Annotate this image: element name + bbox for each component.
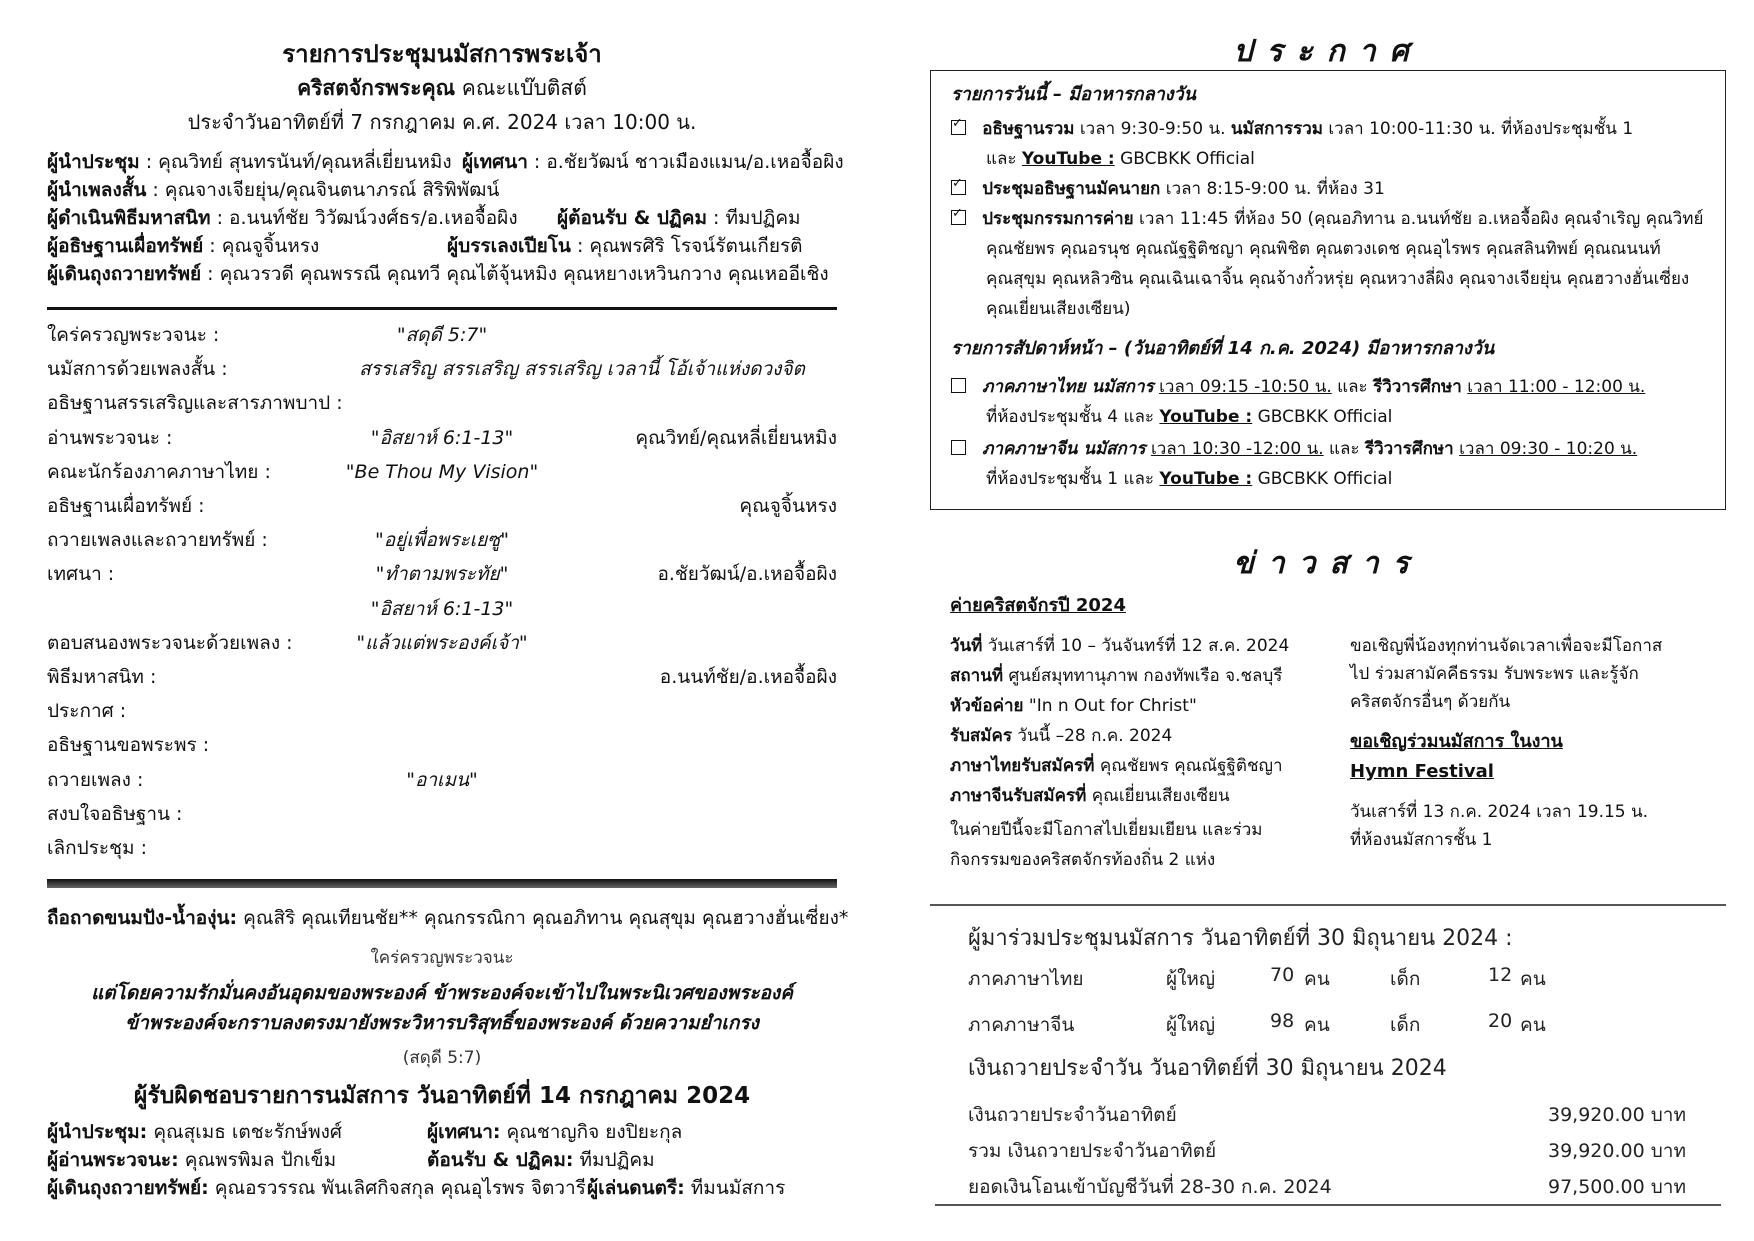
verse-reference: (สดุดี 5:7) xyxy=(402,1048,482,1068)
staff-name: : อ.นนท์ชัย วิวัฒน์วงศ์ธร/อ.เหอจื้อผิง xyxy=(210,207,518,229)
order-label: นมัสการด้วยเพลงสั้น : xyxy=(47,358,228,381)
today-item-3-line-2: คุณชัยพร คุณอรนุช คุณณัฐฐิติชญา คุณพิชิต คุณตวงเดช คุณอุไรพร คุณสลินทิพย์ คุณณนนท์ xyxy=(986,239,1661,259)
staff-row xyxy=(47,260,847,288)
camp-key: หัวข้อค่าย xyxy=(950,696,1024,716)
today-item-3-detail: เวลา 11:45 ที่ห้อง 50 (คุณอภิทาน อ.นนท์ชัย อ.เหอจื้อผิง คุณจำเริญ คุณวิทย์ xyxy=(1133,209,1704,229)
staff-second xyxy=(587,1174,785,1202)
staff-name: : คุณจูจิ้นหรง xyxy=(203,235,320,257)
staff-row xyxy=(47,148,847,176)
staff-name: คุณสุเมธ เตชะรักษ์พงศ์ xyxy=(147,1121,342,1143)
attendance-unit2: คน xyxy=(1520,1014,1546,1036)
checkbox-checked-icon xyxy=(951,180,966,195)
staff-second xyxy=(557,204,801,232)
next-item-1-time-2: เวลา 11:00 - 12:00 น. xyxy=(1467,377,1646,397)
today-item-1-time: เวลา 9:30-9:50 น. xyxy=(1074,119,1231,139)
snack-servers xyxy=(47,904,848,932)
staff-name: คุณพรพิมล ปักเข็ม xyxy=(178,1149,337,1171)
next-item-2-label: ภาคภาษาจีน นมัสการ xyxy=(982,439,1146,459)
hymn-title-2: Hymn Festival xyxy=(1350,761,1494,782)
order-item xyxy=(47,662,837,692)
order-item xyxy=(47,354,837,384)
attendance-dept: ภาคภาษาไทย xyxy=(968,968,1084,990)
camp-row xyxy=(950,782,1230,810)
order-label: ถวายเพลง : xyxy=(47,768,144,791)
attendance-title: ผู้มาร่วมประชุมนมัสการ วันอาทิตย์ที่ 30 มิถุนายน 2024 : xyxy=(968,926,1513,951)
today-item-3 xyxy=(951,205,1703,232)
staff-role: ผู้เดินถุงถวายทรัพย์ xyxy=(47,263,202,285)
camp-value: "In n Out for Christ" xyxy=(1023,696,1197,716)
hymn-place: ที่ห้องนมัสการชั้น 1 xyxy=(1350,830,1493,850)
staff-row xyxy=(47,204,847,232)
next-item-2-label-2: รีวิวารศึกษา xyxy=(1364,439,1454,459)
order-label: อ่านพระวจนะ : xyxy=(47,426,173,449)
camp-key: สถานที่ xyxy=(950,666,1004,686)
next-item-1-and: และ xyxy=(1331,377,1374,397)
order-item xyxy=(47,559,837,589)
order-label: อธิษฐานเผื่อทรัพย์ : xyxy=(47,495,205,517)
next-item-2-time-2: เวลา 09:30 - 10:20 น. xyxy=(1459,439,1638,459)
attendance-an: 98 xyxy=(1270,1010,1295,1032)
church-name-rest: คณะแบ๊บติสต์ xyxy=(455,76,587,100)
order-title: "ทำตามพระทัย" xyxy=(375,563,509,586)
invite-line-3: คริสตจักรอื่นๆ ด้วยกัน xyxy=(1350,692,1511,712)
next-item-1-time: เวลา 09:15 -10:50 น. xyxy=(1159,377,1332,397)
next-week-title: ผู้รับผิดชอบรายการนมัสการ วันอาทิตย์ที่ 14 กรกฎาคม 2024 xyxy=(133,1083,751,1109)
order-person: อ.ชัยวัฒน์/อ.เหอจื้อผิง xyxy=(657,563,837,586)
staff-name: ทีมปฏิคม xyxy=(573,1149,655,1171)
attendance-unit: คน xyxy=(1304,968,1330,990)
staff-role: ผู้เล่นดนตรี: xyxy=(587,1177,685,1199)
order-title: "อิสยาห์ 6:1-13" xyxy=(370,426,514,449)
staff-name: ทีมนมัสการ xyxy=(684,1177,786,1199)
hymn-date: วันเสาร์ที่ 13 ก.ค. 2024 เวลา 19.15 น. xyxy=(1350,802,1649,822)
offering-title: เงินถวายประจำวัน วันอาทิตย์ที่ 30 มิถุนายน 2024 xyxy=(968,1056,1447,1081)
today-title: รายการวันนี้ – มีอาหารกลางวัน xyxy=(951,84,1196,105)
youtube-channel: GBCBKK Official xyxy=(1252,407,1393,427)
order-title: "อยู่เพื่อพระเยซู" xyxy=(375,529,509,552)
divider-thick xyxy=(47,879,837,888)
attendance-cn: 20 xyxy=(1488,1010,1513,1032)
next-item-1-youtube xyxy=(986,403,1392,430)
order-label: คณะนักร้องภาคภาษาไทย : xyxy=(47,460,271,483)
staff-second xyxy=(447,232,803,260)
offering-label: เงินถวายประจำวันอาทิตย์ xyxy=(968,1104,1177,1126)
camp-note-2: กิจกรรมของคริสตจักรท้องถิ่น 2 แห่ง xyxy=(950,850,1216,870)
order-item xyxy=(47,765,837,795)
camp-key: วันที่ xyxy=(950,636,983,656)
today-item-1 xyxy=(951,115,1633,142)
staff-name: : อ.ชัยวัฒน์ ชาวเมืองแมน/อ.เหอจื้อผิง xyxy=(527,151,844,173)
camp-note-1: ในค่ายปีนี้จะมีโอกาสไปเยี่ยมเยียน และร่วม xyxy=(950,820,1263,840)
staff-name: คุณชาญกิจ ยงปิยะกุล xyxy=(500,1121,683,1143)
staff-name: คุณอรวรรณ พันเลิศกิจสกุล คุณอุไรพร จิตวารี xyxy=(208,1177,586,1199)
next-item-1-room: ที่ห้องประชุมชั้น 4 และ xyxy=(986,407,1160,427)
youtube-channel: GBCBKK Official xyxy=(1252,469,1393,489)
attendance-child: เด็ก xyxy=(1390,1014,1421,1036)
camp-row xyxy=(950,692,1197,720)
order-label: ตอบสนองพระวจนะด้วยเพลง : xyxy=(47,631,293,654)
invite-line-1: ขอเชิญพี่น้องทุกท่านจัดเวลาเพื่อจะมีโอกาส xyxy=(1350,636,1663,656)
order-item xyxy=(47,320,837,350)
order-label: เลิกประชุม : xyxy=(47,837,147,859)
youtube-link[interactable]: YouTube : xyxy=(1159,469,1253,489)
news-title: ข่าวสาร xyxy=(1233,546,1423,581)
youtube-channel: GBCBKK Official xyxy=(1114,149,1255,169)
offering-label: รวม เงินถวายประจำวันอาทิตย์ xyxy=(968,1140,1217,1162)
staff-role: ผู้เทศนา: xyxy=(427,1121,501,1143)
staff-role: ผู้นำประชุม: xyxy=(47,1121,148,1143)
youtube-link[interactable]: YouTube : xyxy=(1021,149,1115,169)
today-item-1-label: อธิษฐานรวม xyxy=(982,119,1075,139)
verse-line-1: แต่โดยความรักมั่นคงอันอุดมของพระองค์ ข้าพระองค์จะเข้าไปในพระนิเวศของพระองค์ xyxy=(91,982,793,1004)
attendance-child: เด็ก xyxy=(1390,968,1421,990)
verse-heading: ใคร่ครวญพระวจนะ xyxy=(370,948,514,968)
announce-box xyxy=(930,70,1726,510)
checkbox-empty-icon xyxy=(951,378,966,393)
attendance-cn: 12 xyxy=(1488,964,1513,986)
today-item-3-label: ประชุมกรรมการค่าย xyxy=(982,209,1134,229)
verse-line-2: ข้าพระองค์จะกราบลงตรงมายังพระวิหารบริสุทธิ์ของพระองค์ ด้วยความยำเกรง xyxy=(125,1012,759,1034)
order-label: สงบใจอธิษฐาน : xyxy=(47,802,183,825)
order-item xyxy=(47,457,837,487)
next-item-1-label-2: รีวิวารศึกษา xyxy=(1373,377,1462,397)
announce-title: ประกาศ xyxy=(1233,34,1423,69)
order-person: อ.นนท์ชัย/อ.เหอจื้อผิง xyxy=(659,666,837,688)
staff-role: ผู้นำประชุม xyxy=(47,151,140,173)
next-item-2 xyxy=(951,435,1637,462)
order-title: "Be Thou My Vision" xyxy=(345,460,539,483)
attendance-unit: คน xyxy=(1304,1014,1330,1036)
attendance-an: 70 xyxy=(1270,964,1295,986)
checkbox-empty-icon xyxy=(951,440,966,455)
checkbox-checked-icon xyxy=(951,120,966,135)
camp-key: ภาษาไทยรับสมัครที่ xyxy=(950,756,1095,776)
order-label: อธิษฐานขอพระพร : xyxy=(47,734,210,757)
order-person: คุณจูจิ้นหรง xyxy=(739,495,837,517)
camp-key: ภาษาจีนรับสมัครที่ xyxy=(950,786,1087,806)
attendance-adult: ผู้ใหญ่ xyxy=(1166,1014,1216,1036)
camp-value: ศูนย์สมุททานุภาพ กองทัพเรือ จ.ชลบุรี xyxy=(1003,666,1283,686)
staff-role: ผู้อ่านพระวจนะ: xyxy=(47,1149,179,1171)
order-label: เทศนา : xyxy=(47,563,115,586)
order-item xyxy=(47,594,837,624)
camp-row xyxy=(950,632,1289,660)
staff-name: : ทีมปฏิคม xyxy=(707,207,801,229)
next-item-1-label: ภาคภาษาไทย นมัสการ xyxy=(982,377,1154,397)
attendance-dept: ภาคภาษาจีน xyxy=(968,1014,1075,1036)
camp-value: คุณเยี่ยนเสียงเซียน xyxy=(1086,786,1230,806)
next-staff-row xyxy=(47,1174,847,1202)
offering-amount: 39,920.00 บาท xyxy=(1548,1104,1686,1126)
snack-value: คุณสิริ คุณเทียนชัย** คุณกรรณิกา คุณอภิทาน คุณสุขุม คุณฮวางฮั่นเซี่ยง* xyxy=(237,907,849,929)
staff-role: ผู้อธิษฐานเผื่อทรัพย์ xyxy=(47,235,204,257)
order-title: "แล้วแต่พระองค์เจ้า" xyxy=(356,631,528,654)
staff-role: ผู้เดินถุงถวายทรัพย์: xyxy=(47,1177,209,1199)
today-item-2-label: ประชุมอธิษฐานมัคนายก xyxy=(982,179,1161,199)
offering-amount: 97,500.00 บาท xyxy=(1548,1176,1686,1198)
order-item xyxy=(47,525,837,555)
order-label: ประกาศ : xyxy=(47,700,127,723)
next-staff-row xyxy=(47,1118,847,1146)
order-item xyxy=(47,628,837,658)
staff-role: ผู้เทศนา xyxy=(462,151,528,173)
order-item xyxy=(47,491,837,521)
order-label: ใคร่ครวญพระวจนะ : xyxy=(47,324,220,346)
service-date: ประจำวันอาทิตย์ที่ 7 กรกฎาคม ค.ศ. 2024 เวลา 10:00 น. xyxy=(187,110,697,134)
next-staff-row xyxy=(47,1146,847,1174)
invite-line-2: ไป ร่วมสามัคคีธรรม รับพระพร และรู้จัก xyxy=(1350,664,1639,684)
divider xyxy=(930,904,1726,906)
order-item xyxy=(47,388,837,418)
camp-value: วันนี้ –28 ก.ค. 2024 xyxy=(1012,726,1173,746)
today-item-1-label-2: นมัสการรวม xyxy=(1230,119,1323,139)
youtube-link[interactable]: YouTube : xyxy=(1159,407,1253,427)
order-item xyxy=(47,833,837,863)
church-name xyxy=(47,72,837,105)
next-item-2-room: ที่ห้องประชุมชั้น 1 และ xyxy=(986,469,1160,489)
order-item xyxy=(47,696,837,726)
order-item xyxy=(47,423,837,453)
staff-role: ต้อนรับ & ปฏิคม: xyxy=(427,1149,574,1171)
next-item-2-youtube xyxy=(986,465,1392,492)
offering-amount: 39,920.00 บาท xyxy=(1548,1140,1686,1162)
staff-role: ผู้ต้อนรับ & ปฏิคม xyxy=(557,207,707,229)
divider xyxy=(47,307,837,310)
next-item-2-and: และ xyxy=(1323,439,1365,459)
order-person: คุณวิทย์/คุณหลี่เยี่ยนหมิง xyxy=(635,426,837,449)
order-label: อธิษฐานสรรเสริญและสารภาพบาป : xyxy=(47,392,343,415)
camp-key: รับสมัคร xyxy=(950,726,1013,746)
camp-title: ค่ายคริสตจักรปี 2024 xyxy=(950,595,1126,616)
divider xyxy=(935,1204,1721,1206)
camp-value: คุณชัยพร คุณณัฐฐิติชญา xyxy=(1094,756,1283,776)
today-item-1-youtube xyxy=(986,145,1255,172)
staff-name: : คุณวิทย์ สุนทรนันท์/คุณหลี่เยี่ยนหมิง xyxy=(139,151,452,173)
today-item-1-and: และ xyxy=(986,149,1022,169)
page-title: รายการประชุมนมัสการพระเจ้า xyxy=(282,40,602,68)
staff-second xyxy=(427,1118,682,1146)
next-item-1 xyxy=(951,373,1645,400)
hymn-title-1: ขอเชิญร่วมนมัสการ ในงาน xyxy=(1350,731,1563,752)
staff-row xyxy=(47,176,847,204)
offering-label: ยอดเงินโอนเข้าบัญชีวันที่ 28-30 ก.ค. 2024 xyxy=(968,1176,1332,1198)
order-title: สรรเสริญ สรรเสริญ สรรเสริญ เวลานี้ โอ้เจ้าแห่งดวงจิต xyxy=(359,358,805,381)
today-item-1-time-2: เวลา 10:00-11:30 น. ที่ห้องประชุมชั้น 1 xyxy=(1322,119,1634,139)
order-item xyxy=(47,799,837,829)
order-item xyxy=(47,730,837,760)
camp-row xyxy=(950,722,1172,750)
snack-label: ถือถาดขนมปัง-น้ำองุ่น: xyxy=(47,907,238,929)
today-item-2 xyxy=(951,175,1385,202)
staff-row xyxy=(47,232,847,260)
staff-name: : คุณวรวดี คุณพรรณี คุณทวี คุณไต้จุ้นหมิง คุณหยางเหวินกวาง คุณเหออีเชิง xyxy=(201,263,829,285)
camp-row xyxy=(950,752,1283,780)
staff-second xyxy=(462,148,844,176)
today-item-3-line-3: คุณสุขุม คุณหลิวซิน คุณเฉินเฉาจิ้น คุณจ้างกั๋วหรุ่ย คุณหวางลี่ผิง คุณจางเจียยุ่น คุณฮวางฮั่นเซี่ยง xyxy=(986,269,1690,289)
attendance-unit2: คน xyxy=(1520,968,1546,990)
attendance-adult: ผู้ใหญ่ xyxy=(1166,968,1216,990)
staff-second xyxy=(427,1146,655,1174)
today-item-3-line-4: คุณเยี่ยนเสียงเซียน) xyxy=(986,299,1131,319)
camp-value: วันเสาร์ที่ 10 – วันจันทร์ที่ 12 ส.ค. 2024 xyxy=(982,636,1290,656)
order-title: "อิสยาห์ 6:1-13" xyxy=(370,597,514,620)
church-name-bold: คริสตจักรพระคุณ xyxy=(297,76,456,100)
today-item-2-time: เวลา 8:15-9:00 น. ที่ห้อง 31 xyxy=(1160,179,1385,199)
camp-row xyxy=(950,662,1282,690)
order-title: "สดุดี 5:7" xyxy=(396,324,488,346)
staff-name: : คุณจางเจียยุ่น/คุณจินตนาภรณ์ สิริพิพัฒน์ xyxy=(146,179,500,201)
checkbox-checked-icon xyxy=(951,210,966,225)
staff-name: : คุณพรศิริ โรจน์รัตนเกียรติ xyxy=(570,235,803,257)
staff-role: ผู้บรรเลงเปียโน xyxy=(447,235,571,257)
next-week-announce-title: รายการสัปดาห์หน้า – (วันอาทิตย์ที่ 14 ก.ค. 2024) มีอาหารกลางวัน xyxy=(951,338,1495,359)
staff-role: ผู้นำเพลงสั้น xyxy=(47,179,147,201)
order-title: "อาเมน" xyxy=(406,768,478,791)
staff-role: ผู้ดำเนินพิธีมหาสนิท xyxy=(47,207,211,229)
order-label: ถวายเพลงและถวายทรัพย์ : xyxy=(47,529,268,552)
next-item-2-time: เวลา 10:30 -12:00 น. xyxy=(1150,439,1324,459)
order-label: พิธีมหาสนิท : xyxy=(47,666,157,688)
